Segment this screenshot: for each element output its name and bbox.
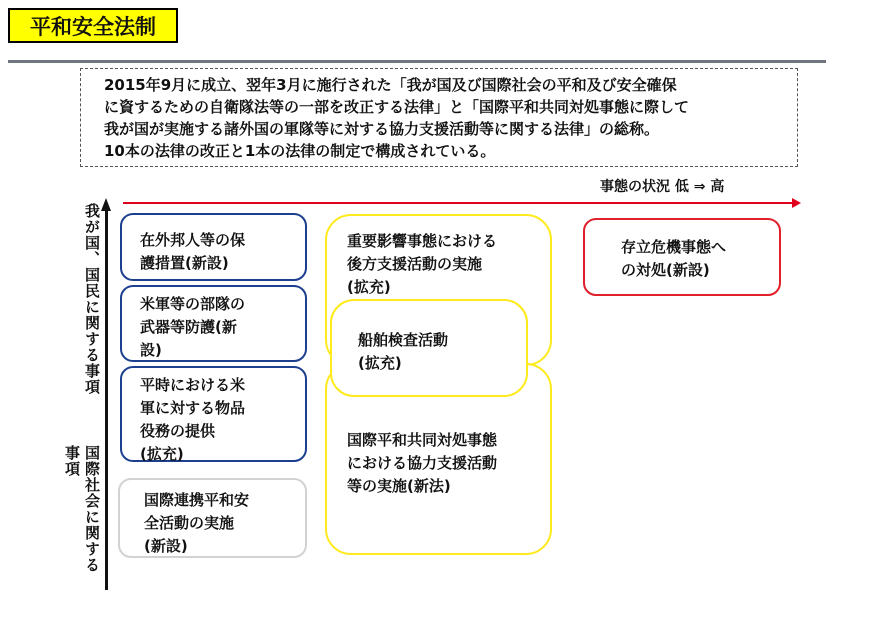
scope-arrowhead xyxy=(101,198,111,211)
box-survival-threatening-situation xyxy=(583,218,781,296)
axis-label-international: 国際社会に関する xyxy=(83,445,101,573)
axis-label-international-suffix: 事項 xyxy=(63,445,81,477)
box-text: 等の実施(新法) xyxy=(347,477,451,495)
box-text: (新設) xyxy=(144,537,188,555)
box-text: 国際平和共同対処事態 xyxy=(347,431,498,449)
title-divider xyxy=(8,60,826,63)
box-text: 全活動の実施 xyxy=(144,514,235,532)
box-peacetime-supply xyxy=(120,366,307,462)
summary-box xyxy=(80,68,798,167)
summary-line: に資するための自衛隊法等の一部を改正する法律」と「国際平和共同対処事態に際して xyxy=(104,98,690,116)
severity-scale-label: 事態の状況 低 ⇒ 高 xyxy=(600,179,725,195)
box-text: における協力支援活動 xyxy=(347,454,498,472)
box-us-forces-weapons-protection xyxy=(120,285,307,362)
box-text: 後方支援活動の実施 xyxy=(347,255,483,273)
box-text: (拡充) xyxy=(347,278,391,296)
box-text: (拡充) xyxy=(140,445,184,463)
page-title: 平和安全法制 xyxy=(8,8,178,43)
box-text: 在外邦人等の保 xyxy=(140,231,246,249)
scope-arrow xyxy=(105,210,108,590)
severity-arrow xyxy=(123,202,793,204)
summary-line: 2015年9月に成立、翌年3月に施行された「我が国及び国際社会の平和及び安全確保 xyxy=(104,76,677,94)
axis-label-national: 我が国、国民に関する事項 xyxy=(83,203,101,395)
box-text: 国際連携平和安 xyxy=(144,491,250,509)
box-intl-peace-cooperation xyxy=(118,478,307,558)
box-text: 重要影響事態における xyxy=(347,232,498,250)
box-ship-inspection xyxy=(330,299,528,397)
box-text: 役務の提供 xyxy=(140,422,216,440)
severity-arrowhead xyxy=(792,198,801,208)
summary-line: 10本の法律の改正と1本の法律の制定で構成されている。 xyxy=(104,142,496,160)
box-text: 護措置(新設) xyxy=(140,254,229,272)
box-text: の対処(新設) xyxy=(621,261,710,279)
box-text: 船舶検査活動 xyxy=(358,331,449,349)
box-overseas-nationals-protection xyxy=(120,213,307,281)
box-text: 軍に対する物品 xyxy=(140,399,246,417)
box-text: 存立危機事態へ xyxy=(621,238,727,256)
box-text: 設) xyxy=(140,341,162,359)
box-text: (拡充) xyxy=(358,354,402,372)
box-text: 平時における米 xyxy=(140,376,246,394)
summary-line: 我が国が実施する諸外国の軍隊等に対する協力支援活動等に関する法律」の総称。 xyxy=(104,120,660,138)
box-text: 武器等防護(新 xyxy=(140,318,237,336)
box-text: 米軍等の部隊の xyxy=(140,295,246,313)
